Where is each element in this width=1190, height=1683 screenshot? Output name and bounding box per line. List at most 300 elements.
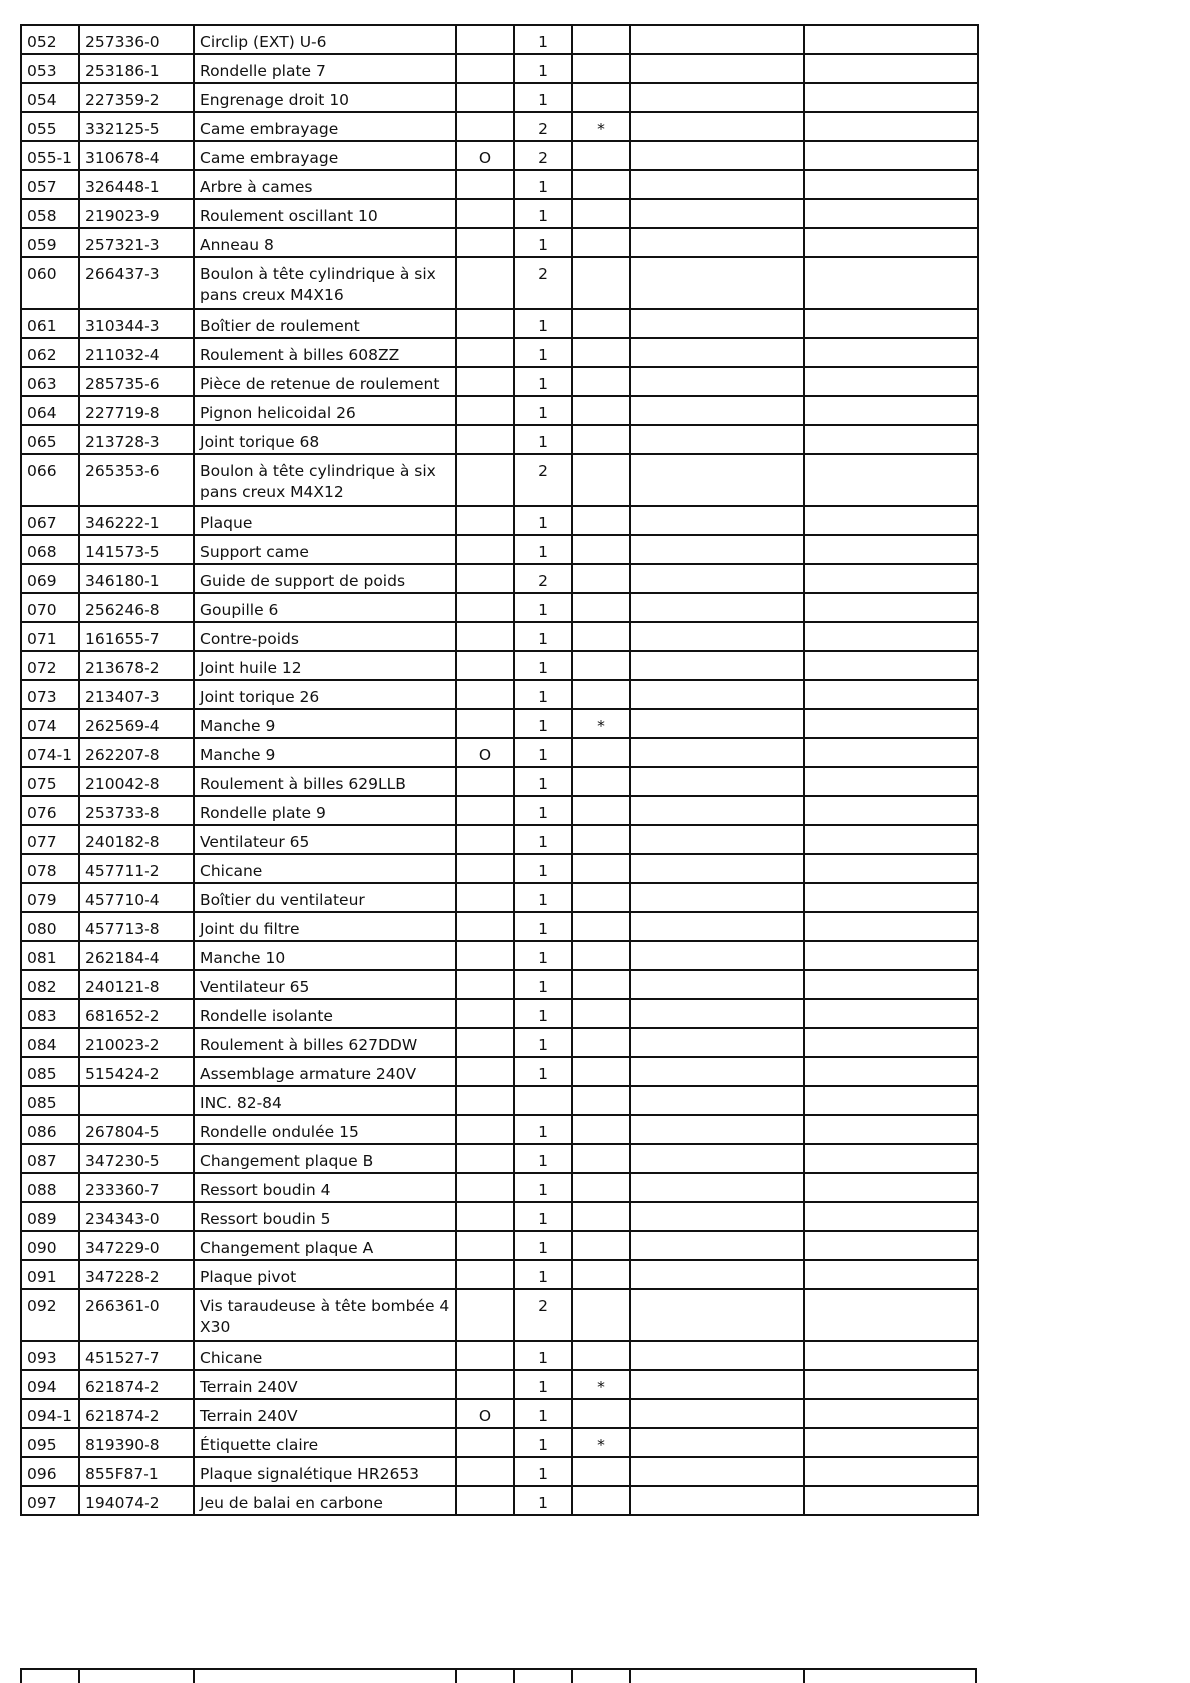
part-number-cell: 621874-2 [79,1399,194,1428]
quantity-cell: 2 [514,1289,572,1341]
table-row [21,1260,978,1289]
empty-cell [804,709,978,738]
table-row [21,825,978,854]
empty-cell [804,199,978,228]
description-cell: Goupille 6 [194,593,456,622]
empty-cell [804,1428,978,1457]
quantity-cell: 1 [514,854,572,883]
item-number-cell: 063 [21,367,79,396]
quantity-cell: 1 [514,970,572,999]
empty-cell [630,1260,804,1289]
part-number-cell: 346222-1 [79,506,194,535]
quantity-cell: 1 [514,1341,572,1370]
table-row [21,941,978,970]
empty-cell [630,112,804,141]
description-cell: Boulon à tête cylindrique à six pans creux M4X12 [194,454,456,506]
item-number-cell: 052 [21,25,79,54]
description-cell: Plaque pivot [194,1260,456,1289]
empty-cell [630,1370,804,1399]
empty-cell [804,367,978,396]
item-number-cell: 067 [21,506,79,535]
part-number-cell: 310678-4 [79,141,194,170]
empty-cell [630,1173,804,1202]
empty-cell [630,309,804,338]
empty-cell [630,970,804,999]
empty-cell [804,1260,978,1289]
empty-cell [630,1115,804,1144]
option-cell [456,680,514,709]
quantity-cell: 1 [514,680,572,709]
item-number-cell: 070 [21,593,79,622]
part-number-cell: 681652-2 [79,999,194,1028]
item-number-cell: 085 [21,1086,79,1115]
table-row [21,257,978,309]
empty-cell [630,338,804,367]
quantity-cell: 1 [514,1486,572,1515]
description-cell: Rondelle plate 7 [194,54,456,83]
table-row [21,1028,978,1057]
option-cell [456,454,514,506]
empty-cell [630,1399,804,1428]
option-cell [456,709,514,738]
option-cell [456,970,514,999]
table-row [21,535,978,564]
item-number-cell: 061 [21,309,79,338]
part-number-cell: 285735-6 [79,367,194,396]
description-cell: Came embrayage [194,112,456,141]
table-row [21,883,978,912]
mark-cell [572,199,630,228]
table-row [21,454,978,506]
quantity-cell: 1 [514,1144,572,1173]
option-cell [456,1173,514,1202]
quantity-cell: 2 [514,257,572,309]
item-number-cell: 053 [21,54,79,83]
mark-cell [572,1289,630,1341]
table-row [21,970,978,999]
item-number-cell: 072 [21,651,79,680]
table-row [21,425,978,454]
item-number-cell: 094-1 [21,1399,79,1428]
quantity-cell: 1 [514,1115,572,1144]
empty-cell [630,199,804,228]
table-row [21,54,978,83]
empty-cell [630,1486,804,1515]
empty-cell [804,1115,978,1144]
item-number-cell: 095 [21,1428,79,1457]
description-cell: Boulon à tête cylindrique à six pans creux M4X16 [194,257,456,309]
table-row [21,1289,978,1341]
mark-cell [572,367,630,396]
description-cell: Joint huile 12 [194,651,456,680]
empty-cell [804,1144,978,1173]
option-cell [456,825,514,854]
item-number-cell: 094 [21,1370,79,1399]
table-row [21,1341,978,1370]
option-cell [456,506,514,535]
option-cell [456,593,514,622]
empty-cell [804,622,978,651]
option-cell [456,25,514,54]
option-cell [456,767,514,796]
description-cell: Manche 9 [194,738,456,767]
description-cell: INC. 82-84 [194,1086,456,1115]
item-number-cell: 058 [21,199,79,228]
table-row [21,912,978,941]
mark-cell [572,854,630,883]
mark-cell [572,1115,630,1144]
item-number-cell: 097 [21,1486,79,1515]
empty-cell [804,54,978,83]
item-number-cell: 071 [21,622,79,651]
part-number-cell: 141573-5 [79,535,194,564]
item-number-cell: 092 [21,1289,79,1341]
mark-cell: * [572,1370,630,1399]
mark-cell [572,535,630,564]
empty-cell [804,767,978,796]
quantity-cell: 1 [514,796,572,825]
description-cell: Came embrayage [194,141,456,170]
empty-cell [804,1202,978,1231]
part-number-cell: 457711-2 [79,854,194,883]
table-row [21,25,978,54]
empty-cell [630,883,804,912]
option-cell [456,941,514,970]
empty-cell [630,680,804,709]
empty-cell [630,999,804,1028]
part-number-cell: 515424-2 [79,1057,194,1086]
item-number-cell: 073 [21,680,79,709]
item-number-cell: 055 [21,112,79,141]
empty-cell [804,825,978,854]
empty-cell [630,396,804,425]
empty-cell [630,535,804,564]
option-cell [456,1428,514,1457]
item-number-cell: 084 [21,1028,79,1057]
part-number-cell: 233360-7 [79,1173,194,1202]
option-cell [456,912,514,941]
item-number-cell: 093 [21,1341,79,1370]
mark-cell [572,170,630,199]
part-number-cell: 819390-8 [79,1428,194,1457]
mark-cell [572,1231,630,1260]
quantity-cell: 1 [514,1173,572,1202]
table-row [21,1399,978,1428]
table-row [21,1144,978,1173]
empty-cell [630,912,804,941]
empty-cell [804,1486,978,1515]
mark-cell [572,1399,630,1428]
table-row [21,1486,978,1515]
part-number-cell: 267804-5 [79,1115,194,1144]
description-cell: Roulement à billes 629LLB [194,767,456,796]
description-cell: Circlip (EXT) U-6 [194,25,456,54]
table-row [21,651,978,680]
option-cell [456,854,514,883]
table-row [21,999,978,1028]
table-row [21,1457,978,1486]
item-number-cell: 077 [21,825,79,854]
item-number-cell: 057 [21,170,79,199]
option-cell [456,1115,514,1144]
part-number-cell: 621874-2 [79,1370,194,1399]
quantity-cell: 1 [514,1370,572,1399]
part-number-cell: 240121-8 [79,970,194,999]
empty-cell [630,796,804,825]
empty-cell [630,622,804,651]
description-cell: Manche 10 [194,941,456,970]
quantity-cell: 1 [514,999,572,1028]
description-cell: Vis taraudeuse à tête bombée 4X30 [194,1289,456,1341]
quantity-cell: 1 [514,1057,572,1086]
empty-cell [804,257,978,309]
empty-cell [804,593,978,622]
quantity-cell: 2 [514,564,572,593]
description-cell: Boîtier de roulement [194,309,456,338]
empty-cell [630,564,804,593]
part-number-cell: 265353-6 [79,454,194,506]
empty-cell [804,1289,978,1341]
quantity-cell: 1 [514,883,572,912]
part-number-cell: 257321-3 [79,228,194,257]
empty-cell [630,1231,804,1260]
item-number-cell: 089 [21,1202,79,1231]
quantity-cell: 1 [514,425,572,454]
mark-cell [572,1057,630,1086]
empty-cell [630,257,804,309]
table-row [21,1115,978,1144]
quantity-cell: 1 [514,309,572,338]
part-number-cell: 227719-8 [79,396,194,425]
quantity-cell [514,1086,572,1115]
option-cell [456,1486,514,1515]
empty-cell [804,1399,978,1428]
empty-cell [804,1231,978,1260]
description-cell: Ressort boudin 5 [194,1202,456,1231]
quantity-cell: 2 [514,141,572,170]
mark-cell [572,454,630,506]
item-number-cell: 087 [21,1144,79,1173]
empty-cell [804,796,978,825]
mark-cell [572,257,630,309]
mark-cell [572,883,630,912]
part-number-cell: 219023-9 [79,199,194,228]
empty-cell [804,454,978,506]
mark-cell [572,228,630,257]
empty-cell [804,83,978,112]
empty-cell [630,767,804,796]
empty-cell [804,651,978,680]
quantity-cell: 1 [514,83,572,112]
part-number-cell: 240182-8 [79,825,194,854]
option-cell [456,796,514,825]
mark-cell: * [572,112,630,141]
empty-cell [630,825,804,854]
empty-cell [630,170,804,199]
item-number-cell: 088 [21,1173,79,1202]
quantity-cell: 1 [514,228,572,257]
table-row [21,367,978,396]
table-row [21,199,978,228]
option-cell [456,535,514,564]
option-cell [456,1289,514,1341]
empty-cell [630,1057,804,1086]
quantity-cell: 1 [514,54,572,83]
description-cell: Manche 9 [194,709,456,738]
mark-cell [572,83,630,112]
item-number-cell: 078 [21,854,79,883]
part-number-cell: 161655-7 [79,622,194,651]
parts-list-table [20,24,979,1516]
item-number-cell: 082 [21,970,79,999]
empty-cell [630,141,804,170]
empty-cell [630,1457,804,1486]
quantity-cell: 1 [514,651,572,680]
description-cell: Ventilateur 65 [194,970,456,999]
item-number-cell: 086 [21,1115,79,1144]
part-number-cell: 347229-0 [79,1231,194,1260]
item-number-cell: 083 [21,999,79,1028]
part-number-cell: 266437-3 [79,257,194,309]
description-cell: Joint torique 26 [194,680,456,709]
description-cell: Guide de support de poids [194,564,456,593]
item-number-cell: 054 [21,83,79,112]
empty-cell [804,912,978,941]
mark-cell [572,338,630,367]
description-cell: Rondelle plate 9 [194,796,456,825]
empty-cell [630,1028,804,1057]
description-cell: Changement plaque A [194,1231,456,1260]
option-cell [456,1028,514,1057]
mark-cell [572,999,630,1028]
part-number-cell [79,1086,194,1115]
mark-cell [572,1486,630,1515]
empty-cell [630,425,804,454]
empty-cell [804,738,978,767]
table-row [21,709,978,738]
description-cell: Chicane [194,1341,456,1370]
empty-cell [804,970,978,999]
mark-cell: * [572,1428,630,1457]
description-cell: Chicane [194,854,456,883]
mark-cell: * [572,709,630,738]
description-cell: Support came [194,535,456,564]
option-cell [456,651,514,680]
empty-cell [804,425,978,454]
empty-cell [630,651,804,680]
item-number-cell: 064 [21,396,79,425]
description-cell: Contre-poids [194,622,456,651]
empty-cell [804,170,978,199]
description-cell: Ressort boudin 4 [194,1173,456,1202]
quantity-cell: 1 [514,1399,572,1428]
item-number-cell: 055-1 [21,141,79,170]
part-number-cell: 451527-7 [79,1341,194,1370]
description-cell: Plaque [194,506,456,535]
mark-cell [572,396,630,425]
item-number-cell: 091 [21,1260,79,1289]
part-number-cell: 213407-3 [79,680,194,709]
option-cell [456,170,514,199]
quantity-cell: 2 [514,454,572,506]
option-cell [456,622,514,651]
empty-cell [630,506,804,535]
empty-cell [630,1341,804,1370]
option-cell [456,54,514,83]
description-cell: Engrenage droit 10 [194,83,456,112]
mark-cell [572,425,630,454]
option-cell [456,1341,514,1370]
empty-cell [804,1173,978,1202]
table-row [21,1231,978,1260]
table-row [21,1370,978,1399]
empty-cell [804,854,978,883]
empty-cell [630,367,804,396]
empty-cell [804,941,978,970]
quantity-cell: 1 [514,506,572,535]
table-row [21,112,978,141]
quantity-cell: 1 [514,912,572,941]
part-number-cell: 213678-2 [79,651,194,680]
option-cell [456,1260,514,1289]
description-cell: Rondelle ondulée 15 [194,1115,456,1144]
option-cell [456,1057,514,1086]
part-number-cell: 262569-4 [79,709,194,738]
part-number-cell: 227359-2 [79,83,194,112]
empty-cell [630,1202,804,1231]
part-number-cell: 194074-2 [79,1486,194,1515]
item-number-cell: 081 [21,941,79,970]
quantity-cell: 1 [514,535,572,564]
mark-cell [572,825,630,854]
mark-cell [572,680,630,709]
empty-cell [804,1057,978,1086]
option-cell: O [456,1399,514,1428]
mark-cell [572,593,630,622]
description-cell: Plaque signalétique HR2653 [194,1457,456,1486]
table-row [21,1057,978,1086]
option-cell [456,257,514,309]
description-cell: Arbre à cames [194,170,456,199]
option-cell [456,883,514,912]
empty-cell [804,999,978,1028]
mark-cell [572,796,630,825]
quantity-cell: 1 [514,25,572,54]
mark-cell [572,506,630,535]
parts-list-body [21,25,978,1515]
mark-cell [572,1173,630,1202]
empty-cell [804,680,978,709]
option-cell [456,83,514,112]
part-number-cell: 253186-1 [79,54,194,83]
description-cell: Joint torique 68 [194,425,456,454]
part-number-cell: 310344-3 [79,309,194,338]
empty-cell [804,1457,978,1486]
empty-cell [804,883,978,912]
mark-cell [572,1144,630,1173]
part-number-cell: 210042-8 [79,767,194,796]
description-cell: Anneau 8 [194,228,456,257]
quantity-cell: 1 [514,338,572,367]
description-cell: Changement plaque B [194,1144,456,1173]
empty-cell [630,25,804,54]
empty-cell [630,1086,804,1115]
part-number-cell: 257336-0 [79,25,194,54]
quantity-cell: 1 [514,709,572,738]
table-row [21,1086,978,1115]
table-row [21,1428,978,1457]
part-number-cell: 211032-4 [79,338,194,367]
